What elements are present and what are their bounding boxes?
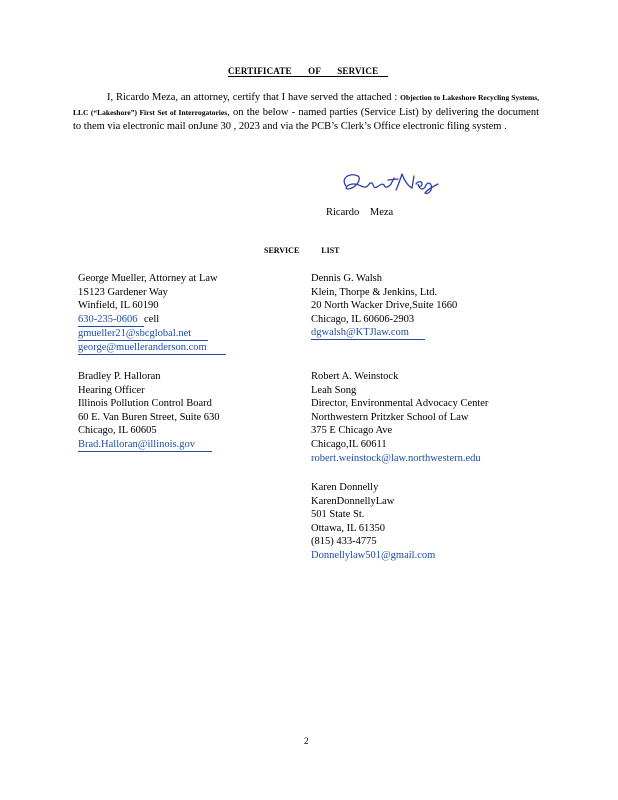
contact-line: Klein, Thorpe & Jenkins, Ltd. xyxy=(311,286,438,298)
contact-line: Director, Environmental Advocacy Center xyxy=(311,398,489,410)
contact-block-weinstock xyxy=(311,370,488,465)
paragraph-part1: I, Ricardo Meza, an attorney, certify that I have served the attached : xyxy=(107,92,398,103)
contact-block-walsh xyxy=(311,272,457,340)
phone-link[interactable]: 630-235-0606 xyxy=(78,314,144,327)
contact-line: 60 E. Van Buren Street, Suite 630 xyxy=(78,411,220,423)
contact-line: 20 North Wacker Drive,Suite 1660 xyxy=(311,300,458,312)
email-link[interactable]: dgwalsh@KTJlaw.com xyxy=(311,327,425,340)
page-title: CERTIFICATE OF SERVICE xyxy=(228,66,388,77)
contact-line: Robert A. Weinstock xyxy=(311,371,399,382)
contact-line: Dennis G. Walsh xyxy=(311,273,382,284)
contact-line: Ottawa, IL 61350 xyxy=(311,522,385,534)
email-link[interactable]: Donnellylaw501@gmail.com xyxy=(311,549,436,561)
email-link[interactable]: robert.weinstock@law.northwestern.edu xyxy=(311,452,481,464)
contact-line: 375 E Chicago Ave xyxy=(311,425,393,437)
paragraph-part2: , on the below - named parties (Service List) by delivering the document to them via electronic mail onJune 30 , 2023 and via the PCB’s Clerk’s Office electronic filing system . xyxy=(73,106,539,132)
contact-line: Karen Donnelly xyxy=(311,482,379,493)
contact-line: Winfield, IL 60190 xyxy=(78,300,159,312)
contact-line: Chicago, IL 60606-2903 xyxy=(311,313,415,325)
contact-line: Illinois Pollution Control Board xyxy=(78,398,212,410)
phone-suffix: cell xyxy=(144,313,160,325)
contact-block-mueller xyxy=(78,272,226,355)
contact-line: 501 State St. xyxy=(311,509,365,521)
contact-line: Chicago, IL 60605 xyxy=(78,425,157,437)
contact-line: Hearing Officer xyxy=(78,384,145,396)
phone-line xyxy=(78,313,226,327)
signature-image xyxy=(338,168,440,196)
contact-line: 1S123 Gardener Way xyxy=(78,286,168,298)
contact-line: KarenDonnellyLaw xyxy=(311,495,395,507)
page-number: 2 xyxy=(304,736,309,746)
contact-block-halloran xyxy=(78,370,220,452)
contact-line: George Mueller, Attorney at Law xyxy=(78,273,218,284)
contact-line: Bradley P. Halloran xyxy=(78,371,161,382)
email-link[interactable]: george@muelleranderson.com xyxy=(78,342,226,355)
contact-line: (815) 433-4775 xyxy=(311,536,377,548)
signer-name: Ricardo Meza xyxy=(326,207,394,218)
service-list-heading: SERVICE LIST xyxy=(264,246,340,255)
document-title-text: Objection to Lakeshore Recycling Systems, LLC (“Lakeshore”) First Set of Interrogatories xyxy=(73,93,539,117)
certificate-paragraph xyxy=(73,91,539,135)
contact-line: Northwestern Pritzker School of Law xyxy=(311,411,469,423)
email-link[interactable]: Brad.Halloran@illinois.gov xyxy=(78,439,212,452)
email-link[interactable]: gmueller21@sbcglobal.net xyxy=(78,328,208,341)
contact-block-donnelly xyxy=(311,481,435,563)
contact-line: Chicago,IL 60611 xyxy=(311,438,387,450)
contact-line: Leah Song xyxy=(311,384,357,396)
